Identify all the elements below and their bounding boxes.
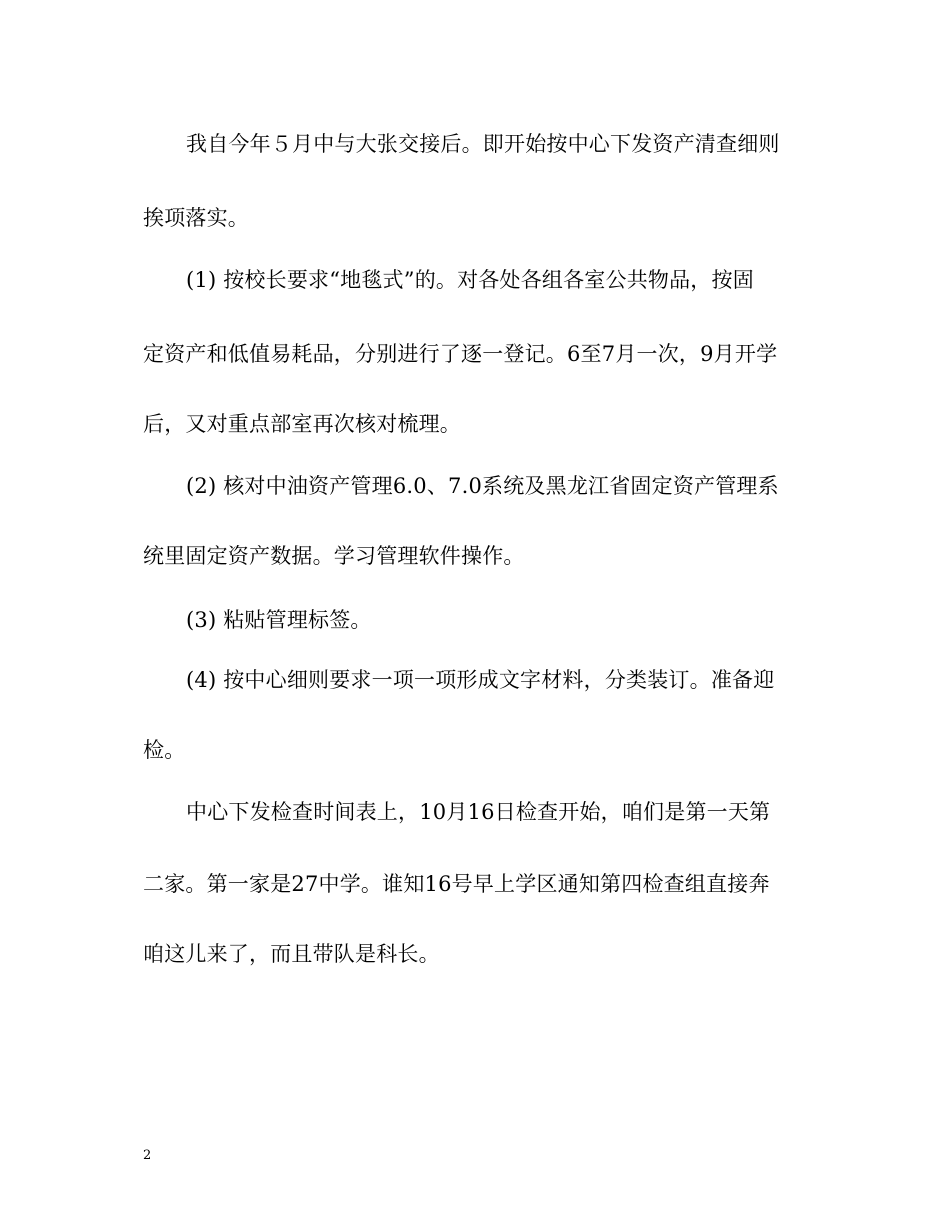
list-item-3-line-1: (3) 粘贴管理标签。 [186,608,372,632]
list-item-4-line-2: 检。 [143,738,186,762]
list-item-1-line-1: (1) 按校长要求“地毯式”的。对各处各组各室公共物品，按固 [186,268,754,292]
list-item-4-line-1: (4) 按中心细则要求一项一项形成文字材料，分类装订。准备迎 [186,668,775,692]
paragraph-2-line-2: 二家。第一家是27中学。谁知16号早上学区通知第四检查组直接奔 [143,872,770,896]
list-item-2-line-2: 统里固定资产数据。学习管理软件操作。 [143,544,525,568]
list-item-1-line-2: 定资产和低值易耗品，分别进行了逐一登记。6至7月一次，9月开学 [143,342,778,366]
paragraph-line-1: 我自今年５月中与大张交接后。即开始按中心下发资产清查细则 [186,132,780,156]
paragraph-line-2: 挨项落实。 [143,206,249,230]
paragraph-2-line-3: 咱这儿来了，而且带队是科长。 [143,942,440,966]
list-item-2-line-1: (2) 核对中油资产管理6.0、7.0系统及黑龙江省固定资产管理系 [186,474,779,498]
list-item-1-line-3: 后，又对重点部室再次核对梳理。 [143,412,461,436]
page-number: 2 [143,1148,152,1163]
paragraph-2-line-1: 中心下发检查时间表上，10月16日检查开始，咱们是第一天第 [186,800,771,824]
